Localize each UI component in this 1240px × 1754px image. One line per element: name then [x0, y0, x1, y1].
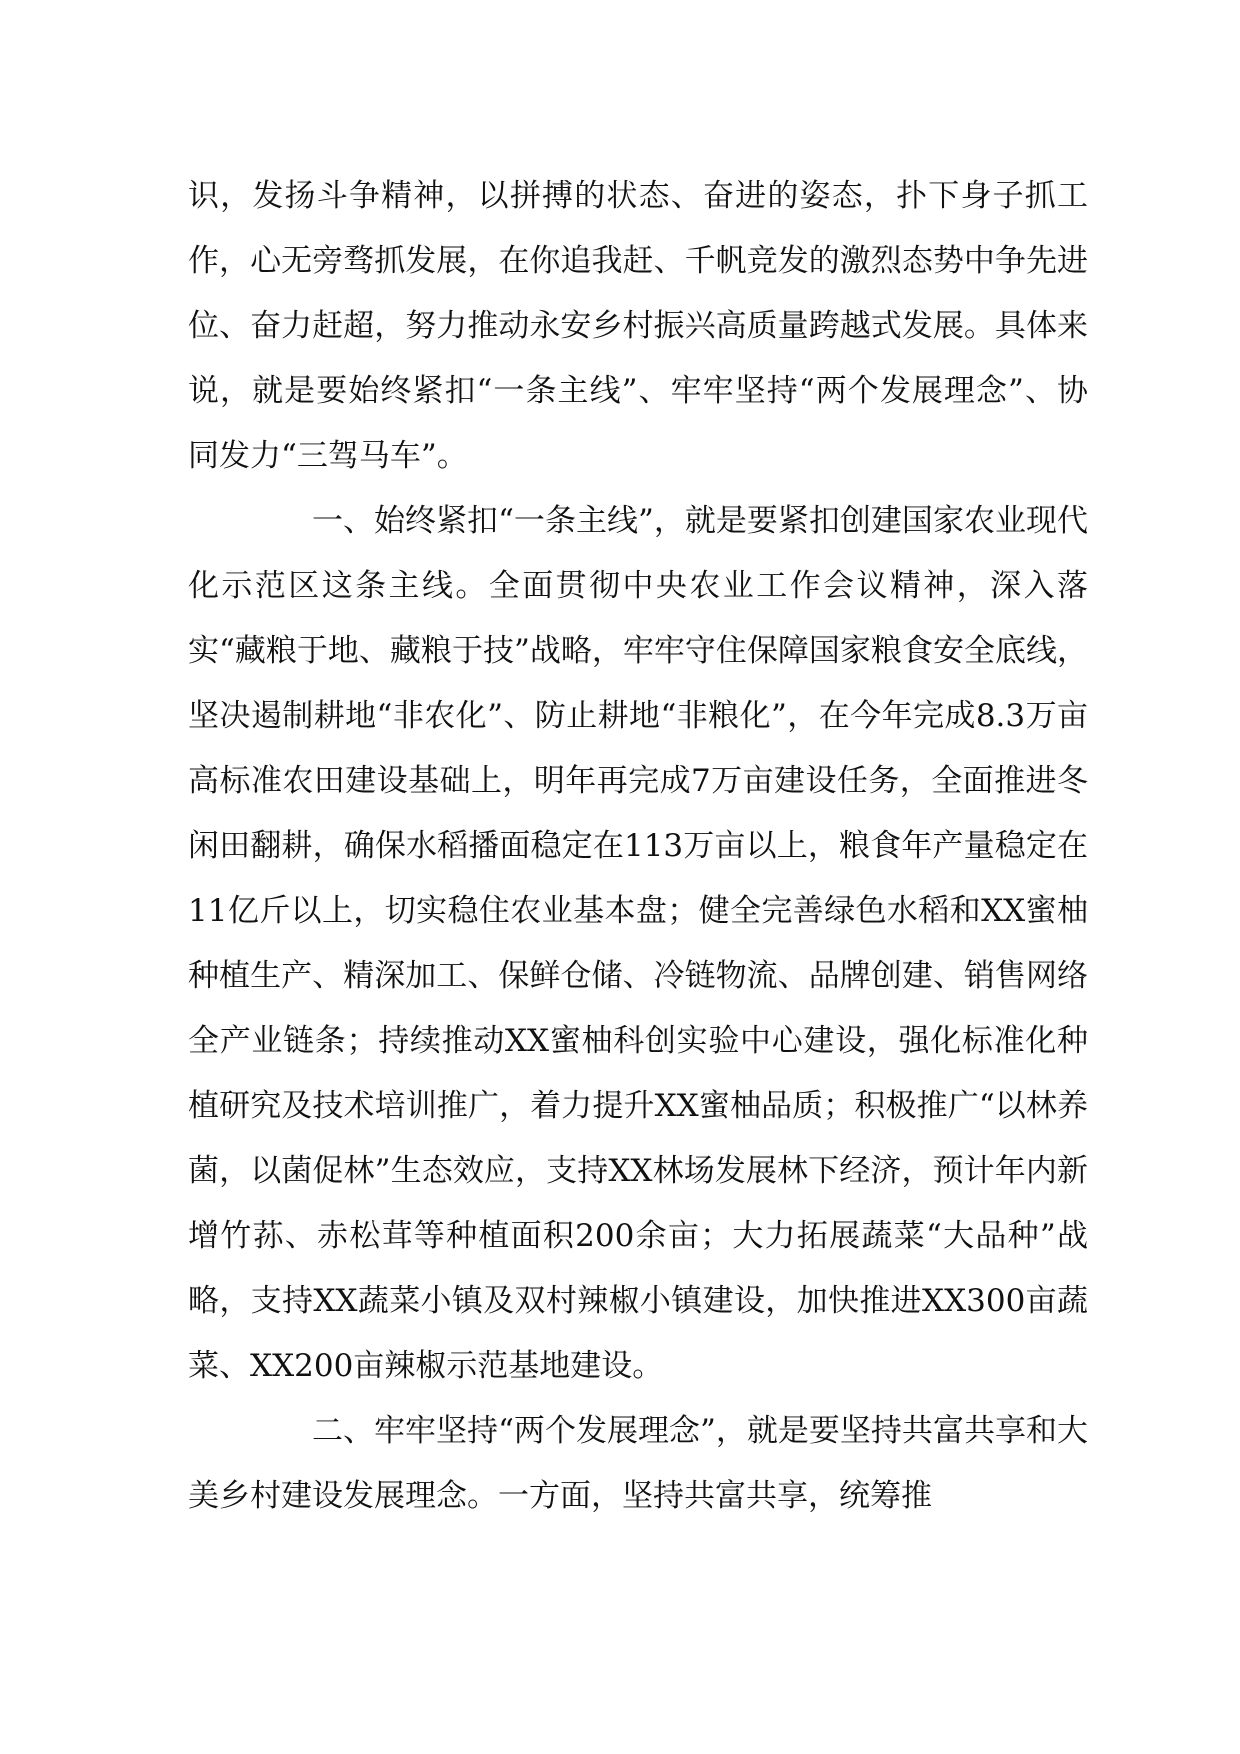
paragraph-section-two: 二、牢牢坚持“两个发展理念”，就是要坚持共富共享和大美乡村建设发展理念。一方面，坚持共富共享，统筹推 [188, 1413, 1088, 1514]
paragraph-continuation: 识，发扬斗争精神，以拼搏的状态、奋进的姿态，扑下身子抓工作，心无旁骛抓发展，在你追我赶、千帆竞发的激烈态势中争先进位、奋力赶超，努力推动永安乡村振兴高质量跨越式发展。具体来说，就是要始终紧扣“一条主线”、牢牢坚持“两个发展理念”、协同发力“三驾马车”。 [188, 178, 1088, 474]
document-body [188, 164, 1088, 1529]
paragraph-section-one: 一、始终紧扣“一条主线”，就是要紧扣创建国家农业现代化示范区这条主线。全面贯彻中央农业工作会议精神，深入落实“藏粮于地、藏粮于技”战略，牢牢守住保障国家粮食安全底线，坚决遏制耕地“非农化”、防止耕地“非粮化”，在今年完成8.3万亩高标准农田建设基础上，明年再完成7万亩建设任务，全面推进冬闲田翻耕，确保水稻播面稳定在113万亩以上，粮食年产量稳定在11亿斤以上，切实稳住农业基本盘；健全完善绿色水稻和XX蜜柚种植生产、精深加工、保鲜仓储、冷链物流、品牌创建、销售网络全产业链条；持续推动XX蜜柚科创实验中心建设，强化标准化种植研究及技术培训推广，着力提升XX蜜柚品质；积极推广“以林养菌，以菌促林”生态效应，支持XX林场发展林下经济，预计年内新增竹荪、赤松茸等种植面积200余亩；大力拓展蔬菜“大品种”战略，支持XX蔬菜小镇及双村辣椒小镇建设，加快推进XX300亩蔬菜、XX200亩辣椒示范基地建设。 [188, 503, 1088, 1384]
